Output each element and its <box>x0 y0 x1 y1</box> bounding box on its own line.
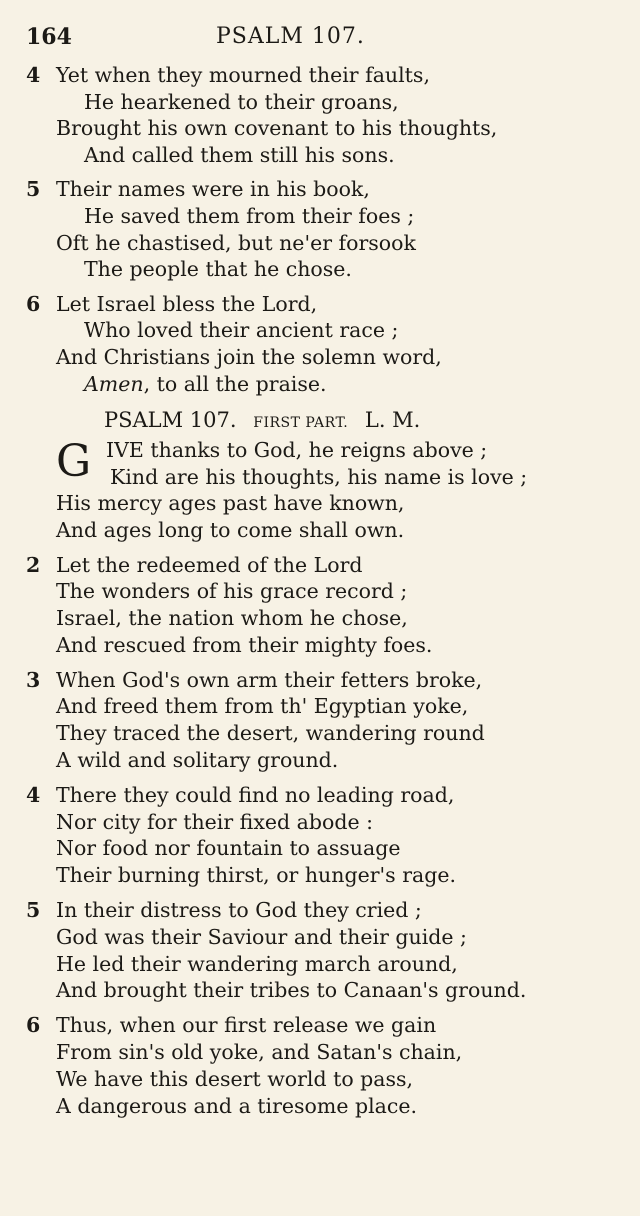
verse-line: And Christians join the solemn word, <box>56 344 442 369</box>
verse-line: Brought his own covenant to his thoughts, <box>56 116 498 141</box>
verse-line <box>26 1012 618 1039</box>
verse-number: 5 <box>26 177 41 202</box>
verse-number: 5 <box>26 898 41 923</box>
verse-line <box>26 897 618 924</box>
verse-line: The people that he chose. <box>84 257 352 282</box>
verse-number: 4 <box>26 63 41 87</box>
verse-line: The wonders of his grace record ; <box>56 579 408 604</box>
verse-text: Yet when they mourned their faults, <box>56 63 430 87</box>
verse-number: 6 <box>26 291 41 316</box>
verse-line: God was their Saviour and their guide ; <box>56 924 467 949</box>
verse-line: They traced the desert, wandering round <box>56 721 485 746</box>
verse-line: Nor city for their fixed abode : <box>56 809 374 834</box>
verse-line: Kind are his thoughts, his name is love ; <box>110 464 528 489</box>
verse-line: He led their wandering march around, <box>56 951 458 976</box>
stanza-4-previous <box>26 62 618 168</box>
verse-line: His mercy ages past have known, <box>56 491 405 516</box>
verse-text: In their distress to God they cried ; <box>56 898 422 923</box>
verse-line: And ages long to come shall own. <box>56 517 405 542</box>
verse-line: Nor food nor fountain to assuage <box>56 836 401 861</box>
verse-line: And brought their tribes to Canaan's ground. <box>56 978 527 1003</box>
verse-line: And called them still his sons. <box>84 142 395 167</box>
verse-line <box>26 371 618 398</box>
stanza-6-previous <box>26 291 618 397</box>
verse-line: Who loved their ancient race ; <box>84 318 399 343</box>
psalm-meter: L. M. <box>364 408 421 433</box>
page-header <box>26 24 616 56</box>
stanza-6 <box>26 1012 618 1119</box>
stanza-5-previous <box>26 176 618 282</box>
page-number: 164 <box>26 24 72 50</box>
verse-line: Their burning thirst, or hunger's rage. <box>56 863 456 888</box>
stanza-4 <box>26 782 618 889</box>
verse-line <box>26 62 618 89</box>
verse-line: A dangerous and a tiresome place. <box>56 1093 418 1118</box>
psalm-title: PSALM 107. <box>104 408 237 433</box>
stanza-3 <box>26 667 618 774</box>
drop-cap: G <box>56 436 92 488</box>
verse-line <box>26 291 618 318</box>
verse-number: 4 <box>26 782 41 807</box>
stanza-1 <box>26 437 618 543</box>
stanza-5 <box>26 897 618 1004</box>
verse-text: Their names were in his book, <box>56 177 370 202</box>
verse-line: Israel, the nation whom he chose, <box>56 606 408 631</box>
verse-text: There they could find no leading road, <box>56 782 455 807</box>
verse-line <box>26 782 618 809</box>
verse-text: When God's own arm their fetters broke, <box>56 667 483 692</box>
verse-line: We have this desert world to pass, <box>56 1066 414 1091</box>
verse-text: Let Israel bless the Lord, <box>56 291 318 316</box>
verse-line: IVE thanks to God, he reigns above ; <box>106 438 488 463</box>
verse-line: From sin's old yoke, and Satan's chain, <box>56 1040 463 1065</box>
psalm-part: FIRST PART. <box>253 415 349 432</box>
verse-text: Let the redeemed of the Lord <box>56 552 363 577</box>
verse-text: Thus, when our first release we gain <box>56 1013 437 1038</box>
psalm-heading <box>26 405 618 435</box>
verse-line: A wild and solitary ground. <box>56 748 339 773</box>
amen-word: Amen <box>84 371 144 396</box>
verse-text: , to all the praise. <box>143 371 327 396</box>
verse-line: And freed them from th' Egyptian yoke, <box>56 694 469 719</box>
verse-number: 2 <box>26 552 41 577</box>
verse-line: Oft he chastised, but ne'er forsook <box>56 230 416 255</box>
stanza-2 <box>26 552 618 659</box>
verse-line <box>26 176 618 203</box>
verse-line: And rescued from their mighty foes. <box>56 632 433 657</box>
verse-line <box>26 667 618 694</box>
page-content <box>26 62 618 1127</box>
verse-line <box>26 552 618 579</box>
verse-line: He saved them from their foes ; <box>84 203 415 228</box>
verse-number: 3 <box>26 667 41 692</box>
verse-number: 6 <box>26 1013 41 1038</box>
verse-line: He hearkened to their groans, <box>84 89 399 114</box>
running-title: PSALM 107. <box>216 24 365 49</box>
